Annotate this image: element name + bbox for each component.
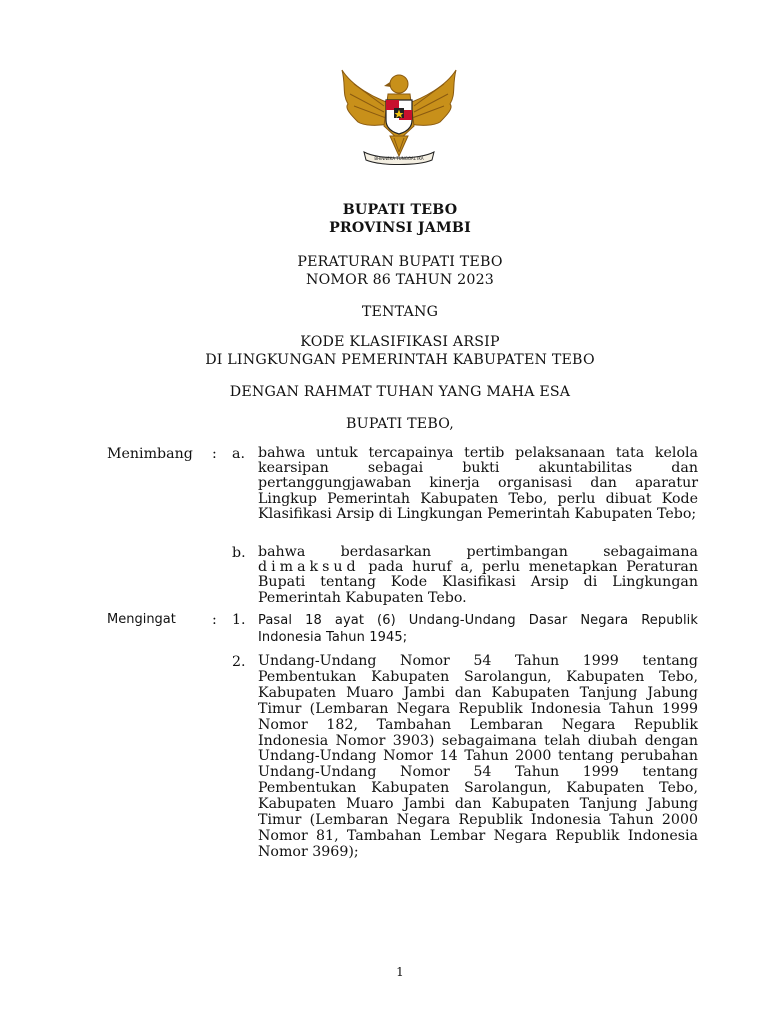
- menimbang-colon: :: [212, 446, 217, 462]
- mengingat-marker-1: 1.: [232, 612, 246, 628]
- emblem-motto: BHINNEKA TUNGGAL IKA: [374, 156, 424, 161]
- regent-heading: BUPATI TEBO: [342, 202, 458, 218]
- regulation-number: NOMOR 86 TAHUN 2023: [305, 272, 495, 288]
- province-heading: PROVINSI JAMBI: [329, 220, 471, 236]
- page-number: 1: [396, 965, 404, 979]
- mengingat-item-2: Undang-Undang Nomor 54 Tahun 1999 tentang Pembentukan Kabupaten Sarolangun, Kabupaten Tebo, Kabupaten Muaro Jambi dan Kabupaten Tanjung Jabung Timur (Lembaran Negara Republik Indonesia Tahun 1999 Nomor 182, Tambahan Lembaran Negara Republik Indonesia Nomor 3903) sebagaimana telah diubah dengan Undang-Undang Nomor 14 Tahun 2000 tentang perubahan Undang-Undang Nomor 54 Tahun 1999 tentang Pembentukan Kabupaten Sarolangun, Kabupaten Tebo, Kabupaten Muaro Jambi dan Kabupaten Tanjung Jabung Timur (Lembaran Negara Republik Indonesia Tahun 2000 Nomor 81, Tambahan Lembar Negara Republik Indonesia Nomor 3969);: [258, 653, 698, 860]
- menimbang-marker-b: b.: [232, 545, 246, 561]
- mengingat-label: Mengingat: [107, 612, 176, 627]
- garuda-pancasila-emblem: [334, 64, 464, 166]
- menimbang-label: Menimbang: [107, 446, 193, 462]
- menimbang-item-b-part2: pada huruf a, perlu menetapkan Peraturan Bupati tentang Kode Klasifikasi Arsip di Lingkungan Pemerintah Kabupaten Tebo.: [258, 559, 698, 606]
- regulation-title: PERATURAN BUPATI TEBO: [297, 254, 503, 270]
- mengingat-marker-2: 2.: [232, 654, 246, 670]
- menimbang-item-a: bahwa untuk tercapainya tertib pelaksanaan tata kelola kearsipan sebagai bukti akuntabilitas dan pertanggungjawaban kinerja organisasi dan aparatur Lingkup Pemerintah Kabupaten Tebo, perlu dibuat Kode Klasifikasi Arsip di Lingkungan Pemerintah Kabupaten Tebo;: [258, 445, 698, 522]
- mengingat-colon: :: [212, 612, 217, 628]
- menimbang-item-b-spaced: dimaksud: [258, 559, 360, 576]
- menimbang-item-b: [258, 545, 698, 606]
- menimbang-marker-a: a.: [232, 446, 245, 462]
- about-heading: TENTANG: [361, 304, 439, 320]
- subject-line-1: KODE KLASIFIKASI ARSIP: [300, 334, 500, 350]
- subject-line-2: DI LINGKUNGAN PEMERINTAH KABUPATEN TEBO: [205, 352, 595, 368]
- regent-signoff: BUPATI TEBO,: [346, 416, 454, 432]
- blessing-line: DENGAN RAHMAT TUHAN YANG MAHA ESA: [229, 384, 571, 400]
- menimbang-item-b-part1: bahwa berdasarkan pertimbangan sebagaimana: [258, 544, 698, 560]
- mengingat-item-1: Pasal 18 ayat (6) Undang-Undang Dasar Negara Republik Indonesia Tahun 1945;: [258, 613, 698, 646]
